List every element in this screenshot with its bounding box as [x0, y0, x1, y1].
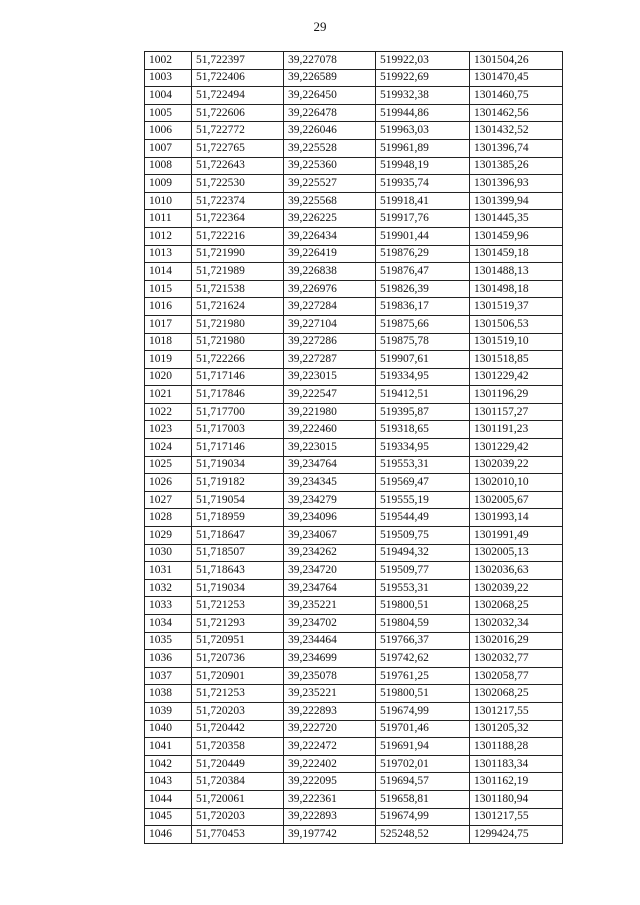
- longitude-cell: 39,234699: [284, 650, 376, 668]
- x-coordinate-cell: 519334,95: [376, 368, 470, 386]
- longitude-cell: 39,234464: [284, 632, 376, 650]
- point-number-cell: 1018: [145, 333, 192, 351]
- point-number-cell: 1031: [145, 562, 192, 580]
- y-coordinate-cell: 1301180,94: [470, 790, 563, 808]
- x-coordinate-cell: 519694,57: [376, 773, 470, 791]
- y-coordinate-cell: 1302005,67: [470, 491, 563, 509]
- x-coordinate-cell: 519509,77: [376, 562, 470, 580]
- y-coordinate-cell: 1301205,32: [470, 720, 563, 738]
- longitude-cell: 39,225360: [284, 157, 376, 175]
- longitude-cell: 39,222720: [284, 720, 376, 738]
- table-row: [145, 403, 563, 421]
- latitude-cell: 51,718647: [192, 527, 284, 545]
- x-coordinate-cell: 519826,39: [376, 280, 470, 298]
- longitude-cell: 39,234279: [284, 491, 376, 509]
- longitude-cell: 39,234764: [284, 456, 376, 474]
- longitude-cell: 39,234345: [284, 474, 376, 492]
- y-coordinate-cell: 1301498,18: [470, 280, 563, 298]
- table-row: [145, 491, 563, 509]
- x-coordinate-cell: 519742,62: [376, 650, 470, 668]
- table-row: [145, 527, 563, 545]
- table-row: [145, 139, 563, 157]
- table-row: [145, 667, 563, 685]
- point-number-cell: 1036: [145, 650, 192, 668]
- point-number-cell: 1005: [145, 104, 192, 122]
- longitude-cell: 39,221980: [284, 403, 376, 421]
- x-coordinate-cell: 519569,47: [376, 474, 470, 492]
- longitude-cell: 39,222361: [284, 790, 376, 808]
- longitude-cell: 39,234764: [284, 579, 376, 597]
- y-coordinate-cell: 1301229,42: [470, 368, 563, 386]
- longitude-cell: 39,222460: [284, 421, 376, 439]
- latitude-cell: 51,720449: [192, 755, 284, 773]
- point-number-cell: 1022: [145, 403, 192, 421]
- table-row: [145, 52, 563, 70]
- latitude-cell: 51,721980: [192, 333, 284, 351]
- table-row: [145, 298, 563, 316]
- y-coordinate-cell: 1301183,34: [470, 755, 563, 773]
- latitude-cell: 51,722406: [192, 69, 284, 87]
- y-coordinate-cell: 1302068,25: [470, 685, 563, 703]
- point-number-cell: 1028: [145, 509, 192, 527]
- latitude-cell: 51,722643: [192, 157, 284, 175]
- point-number-cell: 1024: [145, 439, 192, 457]
- x-coordinate-cell: 519875,66: [376, 315, 470, 333]
- y-coordinate-cell: 1302068,25: [470, 597, 563, 615]
- x-coordinate-cell: 519907,61: [376, 351, 470, 369]
- latitude-cell: 51,720061: [192, 790, 284, 808]
- longitude-cell: 39,227286: [284, 333, 376, 351]
- latitude-cell: 51,722216: [192, 227, 284, 245]
- table-row: [145, 702, 563, 720]
- x-coordinate-cell: 519544,49: [376, 509, 470, 527]
- table-row: [145, 263, 563, 281]
- table-row: [145, 351, 563, 369]
- point-number-cell: 1029: [145, 527, 192, 545]
- table-row: [145, 720, 563, 738]
- y-coordinate-cell: 1301459,18: [470, 245, 563, 263]
- point-number-cell: 1034: [145, 615, 192, 633]
- point-number-cell: 1046: [145, 826, 192, 844]
- latitude-cell: 51,719054: [192, 491, 284, 509]
- y-coordinate-cell: 1302005,13: [470, 544, 563, 562]
- table-row: [145, 368, 563, 386]
- point-number-cell: 1002: [145, 52, 192, 70]
- point-number-cell: 1010: [145, 192, 192, 210]
- point-number-cell: 1037: [145, 667, 192, 685]
- latitude-cell: 51,720203: [192, 808, 284, 826]
- x-coordinate-cell: 519800,51: [376, 597, 470, 615]
- longitude-cell: 39,222472: [284, 738, 376, 756]
- longitude-cell: 39,226589: [284, 69, 376, 87]
- x-coordinate-cell: 519961,89: [376, 139, 470, 157]
- point-number-cell: 1011: [145, 210, 192, 228]
- latitude-cell: 51,719034: [192, 579, 284, 597]
- x-coordinate-cell: 519876,47: [376, 263, 470, 281]
- table-row: [145, 826, 563, 844]
- longitude-cell: 39,225568: [284, 192, 376, 210]
- x-coordinate-cell: 519963,03: [376, 122, 470, 140]
- latitude-cell: 51,721990: [192, 245, 284, 263]
- latitude-cell: 51,721253: [192, 597, 284, 615]
- x-coordinate-cell: 519875,78: [376, 333, 470, 351]
- x-coordinate-cell: 519701,46: [376, 720, 470, 738]
- latitude-cell: 51,721624: [192, 298, 284, 316]
- table-row: [145, 122, 563, 140]
- y-coordinate-cell: 1302032,77: [470, 650, 563, 668]
- table-row: [145, 192, 563, 210]
- point-number-cell: 1038: [145, 685, 192, 703]
- latitude-cell: 51,720951: [192, 632, 284, 650]
- table-row: [145, 615, 563, 633]
- x-coordinate-cell: 519702,01: [376, 755, 470, 773]
- x-coordinate-cell: 519932,38: [376, 87, 470, 105]
- table-row: [145, 509, 563, 527]
- point-number-cell: 1003: [145, 69, 192, 87]
- point-number-cell: 1035: [145, 632, 192, 650]
- point-number-cell: 1043: [145, 773, 192, 791]
- table-row: [145, 579, 563, 597]
- y-coordinate-cell: 1302032,34: [470, 615, 563, 633]
- y-coordinate-cell: 1302039,22: [470, 579, 563, 597]
- latitude-cell: 51,721253: [192, 685, 284, 703]
- longitude-cell: 39,226478: [284, 104, 376, 122]
- longitude-cell: 39,234096: [284, 509, 376, 527]
- latitude-cell: 51,722374: [192, 192, 284, 210]
- table-row: [145, 227, 563, 245]
- longitude-cell: 39,235221: [284, 597, 376, 615]
- longitude-cell: 39,235078: [284, 667, 376, 685]
- latitude-cell: 51,720384: [192, 773, 284, 791]
- latitude-cell: 51,717146: [192, 439, 284, 457]
- point-number-cell: 1013: [145, 245, 192, 263]
- table-row: [145, 245, 563, 263]
- table-row: [145, 808, 563, 826]
- x-coordinate-cell: 519922,69: [376, 69, 470, 87]
- x-coordinate-cell: 519395,87: [376, 403, 470, 421]
- latitude-cell: 51,718959: [192, 509, 284, 527]
- table-row: [145, 87, 563, 105]
- x-coordinate-cell: 519918,41: [376, 192, 470, 210]
- latitude-cell: 51,722266: [192, 351, 284, 369]
- latitude-cell: 51,719182: [192, 474, 284, 492]
- page-number: 29: [313, 19, 327, 34]
- point-number-cell: 1012: [145, 227, 192, 245]
- longitude-cell: 39,222402: [284, 755, 376, 773]
- table-row: [145, 632, 563, 650]
- point-number-cell: 1004: [145, 87, 192, 105]
- point-number-cell: 1021: [145, 386, 192, 404]
- table-row: [145, 315, 563, 333]
- table-row: [145, 210, 563, 228]
- table-row: [145, 650, 563, 668]
- point-number-cell: 1019: [145, 351, 192, 369]
- latitude-cell: 51,717846: [192, 386, 284, 404]
- longitude-cell: 39,226225: [284, 210, 376, 228]
- x-coordinate-cell: 519555,19: [376, 491, 470, 509]
- y-coordinate-cell: 1301157,27: [470, 403, 563, 421]
- y-coordinate-cell: 1302010,10: [470, 474, 563, 492]
- x-coordinate-cell: 519658,81: [376, 790, 470, 808]
- point-number-cell: 1020: [145, 368, 192, 386]
- longitude-cell: 39,222893: [284, 808, 376, 826]
- point-number-cell: 1023: [145, 421, 192, 439]
- y-coordinate-cell: 1301445,35: [470, 210, 563, 228]
- y-coordinate-cell: 1301385,26: [470, 157, 563, 175]
- latitude-cell: 51,719034: [192, 456, 284, 474]
- x-coordinate-cell: 519948,19: [376, 157, 470, 175]
- table-row: [145, 456, 563, 474]
- table-row: [145, 421, 563, 439]
- longitude-cell: 39,227287: [284, 351, 376, 369]
- longitude-cell: 39,225528: [284, 139, 376, 157]
- latitude-cell: 51,722606: [192, 104, 284, 122]
- point-number-cell: 1026: [145, 474, 192, 492]
- point-number-cell: 1007: [145, 139, 192, 157]
- y-coordinate-cell: 1302016,29: [470, 632, 563, 650]
- x-coordinate-cell: 519691,94: [376, 738, 470, 756]
- y-coordinate-cell: 1301188,28: [470, 738, 563, 756]
- table-row: [145, 69, 563, 87]
- table-row: [145, 685, 563, 703]
- y-coordinate-cell: 1301399,94: [470, 192, 563, 210]
- latitude-cell: 51,718507: [192, 544, 284, 562]
- x-coordinate-cell: 519412,51: [376, 386, 470, 404]
- latitude-cell: 51,721989: [192, 263, 284, 281]
- y-coordinate-cell: 1301518,85: [470, 351, 563, 369]
- x-coordinate-cell: 519766,37: [376, 632, 470, 650]
- table-row: [145, 280, 563, 298]
- latitude-cell: 51,717700: [192, 403, 284, 421]
- point-number-cell: 1009: [145, 175, 192, 193]
- longitude-cell: 39,234067: [284, 527, 376, 545]
- y-coordinate-cell: 1301217,55: [470, 808, 563, 826]
- latitude-cell: 51,720736: [192, 650, 284, 668]
- x-coordinate-cell: 519674,99: [376, 808, 470, 826]
- x-coordinate-cell: 519761,25: [376, 667, 470, 685]
- y-coordinate-cell: 1301470,45: [470, 69, 563, 87]
- y-coordinate-cell: 1301991,49: [470, 527, 563, 545]
- point-number-cell: 1033: [145, 597, 192, 615]
- y-coordinate-cell: 1299424,75: [470, 826, 563, 844]
- latitude-cell: 51,721293: [192, 615, 284, 633]
- x-coordinate-cell: 519935,74: [376, 175, 470, 193]
- x-coordinate-cell: 519800,51: [376, 685, 470, 703]
- table-row: [145, 738, 563, 756]
- point-number-cell: 1032: [145, 579, 192, 597]
- x-coordinate-cell: 519318,65: [376, 421, 470, 439]
- latitude-cell: 51,720203: [192, 702, 284, 720]
- latitude-cell: 51,720358: [192, 738, 284, 756]
- point-number-cell: 1017: [145, 315, 192, 333]
- x-coordinate-cell: 519334,95: [376, 439, 470, 457]
- table-row: [145, 439, 563, 457]
- y-coordinate-cell: 1301396,74: [470, 139, 563, 157]
- latitude-cell: 51,717003: [192, 421, 284, 439]
- x-coordinate-cell: 519553,31: [376, 456, 470, 474]
- latitude-cell: 51,720442: [192, 720, 284, 738]
- latitude-cell: 51,721538: [192, 280, 284, 298]
- y-coordinate-cell: 1301519,10: [470, 333, 563, 351]
- latitude-cell: 51,720901: [192, 667, 284, 685]
- point-number-cell: 1040: [145, 720, 192, 738]
- table-row: [145, 544, 563, 562]
- table-row: [145, 175, 563, 193]
- y-coordinate-cell: 1301519,37: [470, 298, 563, 316]
- coordinates-table-body: [145, 52, 563, 844]
- longitude-cell: 39,235221: [284, 685, 376, 703]
- longitude-cell: 39,222095: [284, 773, 376, 791]
- table-row: [145, 790, 563, 808]
- latitude-cell: 51,722765: [192, 139, 284, 157]
- latitude-cell: 51,722494: [192, 87, 284, 105]
- x-coordinate-cell: 519876,29: [376, 245, 470, 263]
- y-coordinate-cell: 1301196,29: [470, 386, 563, 404]
- latitude-cell: 51,770453: [192, 826, 284, 844]
- point-number-cell: 1015: [145, 280, 192, 298]
- longitude-cell: 39,197742: [284, 826, 376, 844]
- table-row: [145, 386, 563, 404]
- x-coordinate-cell: 519901,44: [376, 227, 470, 245]
- point-number-cell: 1039: [145, 702, 192, 720]
- x-coordinate-cell: 519674,99: [376, 702, 470, 720]
- table-row: [145, 755, 563, 773]
- x-coordinate-cell: 519922,03: [376, 52, 470, 70]
- latitude-cell: 51,717146: [192, 368, 284, 386]
- table-row: [145, 773, 563, 791]
- x-coordinate-cell: 519917,76: [376, 210, 470, 228]
- table-row: [145, 562, 563, 580]
- longitude-cell: 39,223015: [284, 368, 376, 386]
- y-coordinate-cell: 1301162,19: [470, 773, 563, 791]
- point-number-cell: 1025: [145, 456, 192, 474]
- table-row: [145, 333, 563, 351]
- coordinates-table: [144, 51, 563, 844]
- longitude-cell: 39,226838: [284, 263, 376, 281]
- longitude-cell: 39,226976: [284, 280, 376, 298]
- longitude-cell: 39,226419: [284, 245, 376, 263]
- y-coordinate-cell: 1301459,96: [470, 227, 563, 245]
- y-coordinate-cell: 1302058,77: [470, 667, 563, 685]
- point-number-cell: 1042: [145, 755, 192, 773]
- x-coordinate-cell: 519509,75: [376, 527, 470, 545]
- longitude-cell: 39,227104: [284, 315, 376, 333]
- latitude-cell: 51,722397: [192, 52, 284, 70]
- table-row: [145, 104, 563, 122]
- y-coordinate-cell: 1301460,75: [470, 87, 563, 105]
- latitude-cell: 51,721980: [192, 315, 284, 333]
- x-coordinate-cell: 519944,86: [376, 104, 470, 122]
- x-coordinate-cell: 519804,59: [376, 615, 470, 633]
- point-number-cell: 1006: [145, 122, 192, 140]
- longitude-cell: 39,222547: [284, 386, 376, 404]
- x-coordinate-cell: 525248,52: [376, 826, 470, 844]
- point-number-cell: 1016: [145, 298, 192, 316]
- longitude-cell: 39,222893: [284, 702, 376, 720]
- longitude-cell: 39,234262: [284, 544, 376, 562]
- point-number-cell: 1008: [145, 157, 192, 175]
- table-row: [145, 474, 563, 492]
- y-coordinate-cell: 1301506,53: [470, 315, 563, 333]
- point-number-cell: 1030: [145, 544, 192, 562]
- longitude-cell: 39,225527: [284, 175, 376, 193]
- y-coordinate-cell: 1301504,26: [470, 52, 563, 70]
- y-coordinate-cell: 1302036,63: [470, 562, 563, 580]
- point-number-cell: 1027: [145, 491, 192, 509]
- y-coordinate-cell: 1301432,52: [470, 122, 563, 140]
- y-coordinate-cell: 1301462,56: [470, 104, 563, 122]
- x-coordinate-cell: 519553,31: [376, 579, 470, 597]
- latitude-cell: 51,718643: [192, 562, 284, 580]
- longitude-cell: 39,223015: [284, 439, 376, 457]
- y-coordinate-cell: 1301191,23: [470, 421, 563, 439]
- latitude-cell: 51,722364: [192, 210, 284, 228]
- longitude-cell: 39,227284: [284, 298, 376, 316]
- point-number-cell: 1014: [145, 263, 192, 281]
- y-coordinate-cell: 1301217,55: [470, 702, 563, 720]
- y-coordinate-cell: 1302039,22: [470, 456, 563, 474]
- y-coordinate-cell: 1301229,42: [470, 439, 563, 457]
- latitude-cell: 51,722772: [192, 122, 284, 140]
- table-row: [145, 597, 563, 615]
- y-coordinate-cell: 1301488,13: [470, 263, 563, 281]
- longitude-cell: 39,226450: [284, 87, 376, 105]
- table-row: [145, 157, 563, 175]
- x-coordinate-cell: 519836,17: [376, 298, 470, 316]
- point-number-cell: 1044: [145, 790, 192, 808]
- longitude-cell: 39,226434: [284, 227, 376, 245]
- longitude-cell: 39,234720: [284, 562, 376, 580]
- longitude-cell: 39,227078: [284, 52, 376, 70]
- point-number-cell: 1045: [145, 808, 192, 826]
- x-coordinate-cell: 519494,32: [376, 544, 470, 562]
- y-coordinate-cell: 1301993,14: [470, 509, 563, 527]
- latitude-cell: 51,722530: [192, 175, 284, 193]
- point-number-cell: 1041: [145, 738, 192, 756]
- y-coordinate-cell: 1301396,93: [470, 175, 563, 193]
- longitude-cell: 39,226046: [284, 122, 376, 140]
- longitude-cell: 39,234702: [284, 615, 376, 633]
